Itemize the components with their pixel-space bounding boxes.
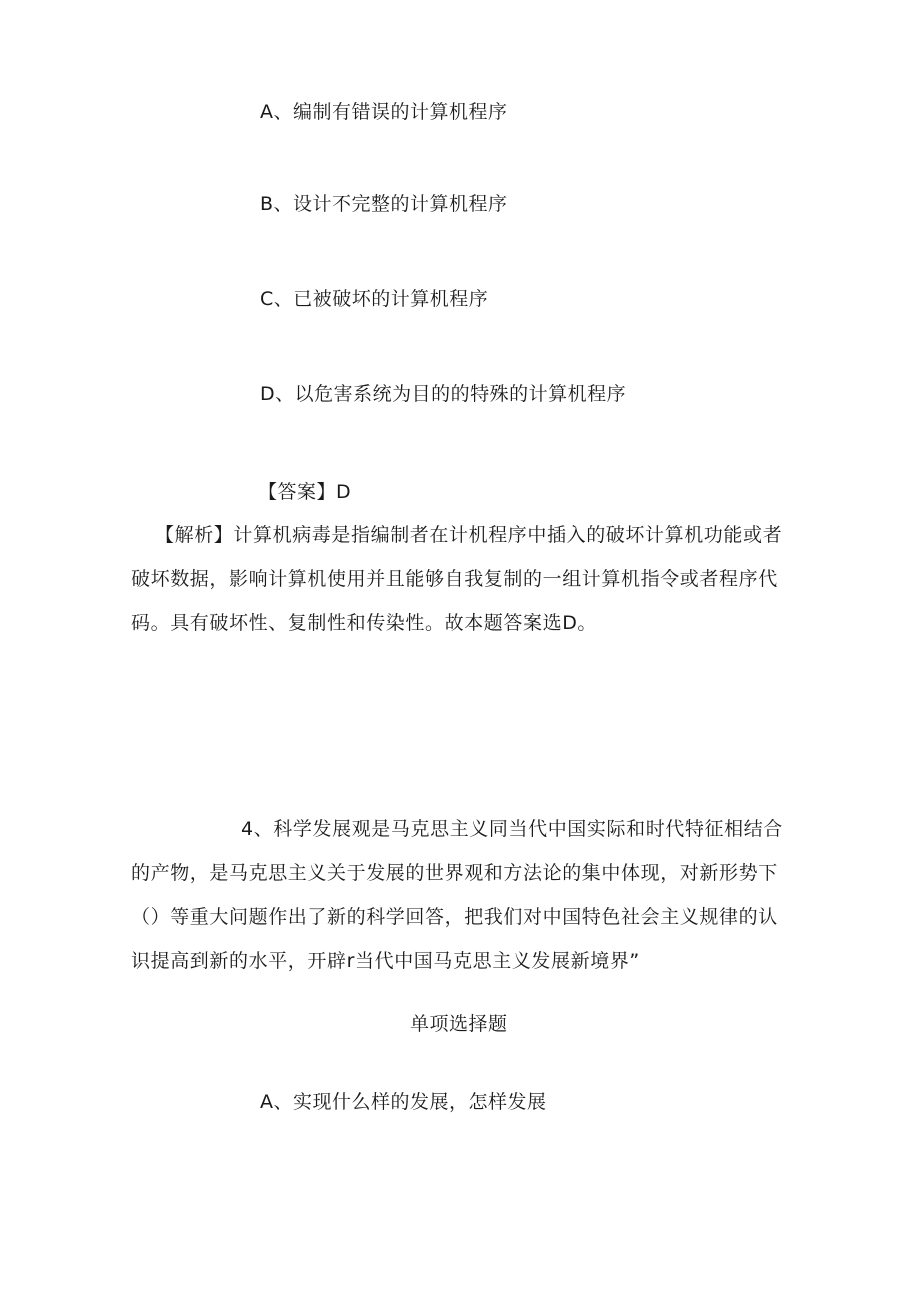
q4-question-text: 4、科学发展观是马克思主义同当代中国实际和时代特征相结合的产物，是马克思主义关于发展的世界观和方法论的集中体现，对新形势下（）等重大问题作出了新的科学回答，把我们对中国特色社会主义规律的认识提高到新的水平，开辟r当代中国马克思主义发展新境界” bbox=[131, 818, 783, 972]
q3-answer: 【答案】D bbox=[258, 481, 352, 503]
q4-question-type: 单项选择题 bbox=[410, 1013, 508, 1035]
q3-option-d: D、以危害系统为目的的特殊的计算机程序 bbox=[260, 383, 627, 405]
q4-option-a: A、实现什么样的发展，怎样发展 bbox=[260, 1091, 547, 1113]
q3-analysis: 【解析】计算机病毒是指编制者在计机程序中插入的破坏计算机功能或者破坏数据，影响计算机使用并且能够自我复制的一组计算机指令或者程序代码。具有破坏性、复制性和传染性。故本题答案选D。 bbox=[131, 524, 783, 634]
q3-option-c: C、已被破坏的计算机程序 bbox=[260, 288, 489, 310]
q3-option-a: A、编制有错误的计算机程序 bbox=[260, 101, 508, 123]
q3-option-b: B、设计不完整的计算机程序 bbox=[260, 193, 508, 215]
